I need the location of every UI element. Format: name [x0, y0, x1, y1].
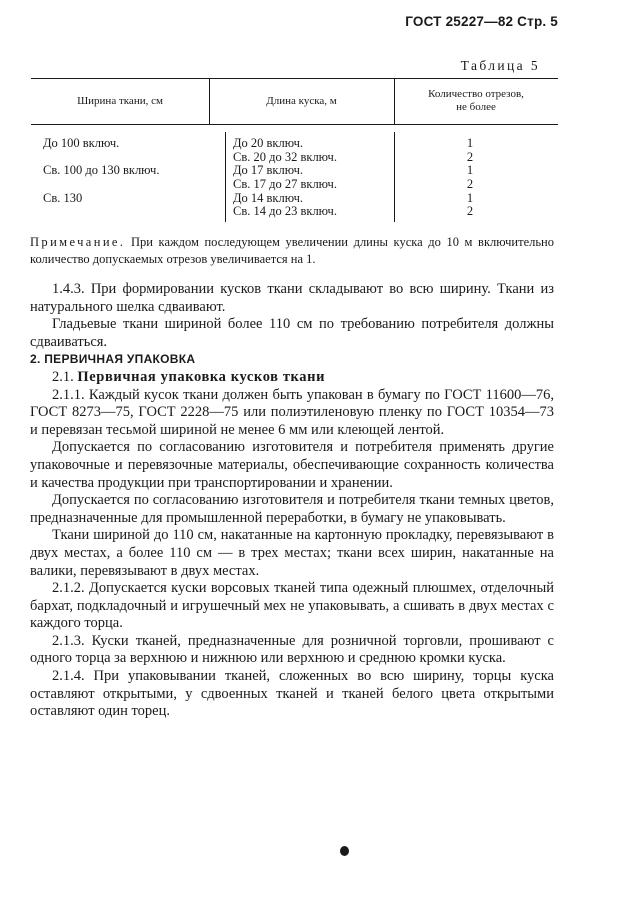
cell-length-1: До 20 включ.: [233, 136, 304, 150]
cell-width-5: Св. 130: [43, 191, 83, 205]
body-divider-2: [394, 132, 395, 222]
cell-width-1: До 100 включ.: [43, 136, 120, 150]
paragraph-widths: Ткани шириной до 110 см, накатанные на картонную прокладку, перевязывают в двух местах, а более 110 см — в трех местах; ткани всех ширин, накатанные на валики, перевязывают в двух местах.: [30, 527, 554, 579]
body-divider-1: [225, 132, 226, 222]
page-header: ГОСТ 25227—82 Стр. 5: [405, 14, 558, 29]
table-label: Таблица 5: [460, 58, 540, 73]
cell-length-3: До 17 включ.: [233, 163, 304, 177]
paragraph-2-1-2: 2.1.2. Допускается куски ворсовых тканей типа одежный плюшмех, отделочный бархат, подкладочный и игрушечный мех не упаковывать, а сшивать в двух местах с каждого торца.: [30, 580, 554, 632]
cell-count-3: 1: [466, 163, 474, 177]
subsection-title: Первичная упаковка кусков ткани: [77, 368, 326, 385]
table-header-rule: [31, 124, 558, 125]
column-header-length: Длина куска, м: [266, 95, 337, 107]
cell-length-5: До 14 включ.: [233, 191, 304, 205]
subsection-number: 2.1.: [52, 368, 74, 385]
cell-length-2: Св. 20 до 32 включ.: [233, 150, 337, 164]
section-heading-2: 2. ПЕРВИЧНАЯ УПАКОВКА: [30, 352, 196, 367]
column-header-count: [394, 88, 558, 114]
paragraph-2-1-1: 2.1.1. Каждый кусок ткани должен быть упакован в бумагу по ГОСТ 11600—76, ГОСТ 8273—75, ГОСТ 2228—75 или полиэтиленовую пленку по ГОСТ 10354—73 и перевязан тесьмой шириной не менее 6 мм или клеющей лентой.: [30, 386, 554, 438]
cell-count-4: 2: [466, 177, 474, 191]
paragraph-allowance-materials: Допускается по согласованию изготовителя и потребителя применять другие упаковочные и перевязочные материалы, обеспечивающие сохранность количества и качества продукции при транспортировании и хранении.: [30, 439, 554, 491]
paragraph-2-1-3: 2.1.3. Куски тканей, предназначенные для розничной торговли, прошивают с одного торца за верхнюю и нижнюю или верхнюю и среднюю кромки куска.: [30, 632, 554, 667]
cell-width-3: Св. 100 до 130 включ.: [43, 163, 160, 177]
table-top-rule: [31, 78, 558, 79]
column-header-count-line2: не более: [456, 101, 496, 113]
paragraph-smooth-fabrics: Гладьевые ткани шириной более 110 см по требованию потребителя должны сдваиваться.: [30, 316, 554, 350]
cell-length-4: Св. 17 до 27 включ.: [233, 177, 337, 191]
paragraph-2-1-4: 2.1.4. При упаковывании тканей, сложенных во всю ширину, торцы куска оставляют открытыми, у сдвоенных тканей и тканей белого цвета открытыми оставляют один торец.: [30, 668, 554, 720]
cell-count-5: 1: [466, 191, 474, 205]
cell-count-6: 2: [466, 204, 474, 218]
note-label: Примечание.: [30, 235, 126, 249]
ink-dot-mark: [340, 846, 349, 856]
note-text: При каждом последующем увеличении длины куска до 10 м включительно количество допускаемых отрезов увеличивается на 1.: [30, 235, 554, 266]
table-note: [30, 234, 554, 268]
cell-length-6: Св. 14 до 23 включ.: [233, 204, 337, 218]
column-header-count-line1: Количество отрезов,: [428, 88, 524, 100]
subsection-heading-2-1: [30, 369, 554, 387]
paragraph-1-4-3: 1.4.3. При формировании кусков ткани складывают во всю ширину. Ткани из натурального шелка сдваивают.: [30, 281, 554, 315]
cell-count-1: 1: [466, 136, 474, 150]
paragraph-allowance-dark: Допускается по согласованию изготовителя и потребителя ткани темных цветов, предназначенные для промышленной переработки, в бумагу не упаковывать.: [30, 492, 554, 526]
column-header-width: Ширина ткани, см: [77, 95, 163, 107]
document-body: [30, 281, 554, 721]
cell-count-2: 2: [466, 150, 474, 164]
